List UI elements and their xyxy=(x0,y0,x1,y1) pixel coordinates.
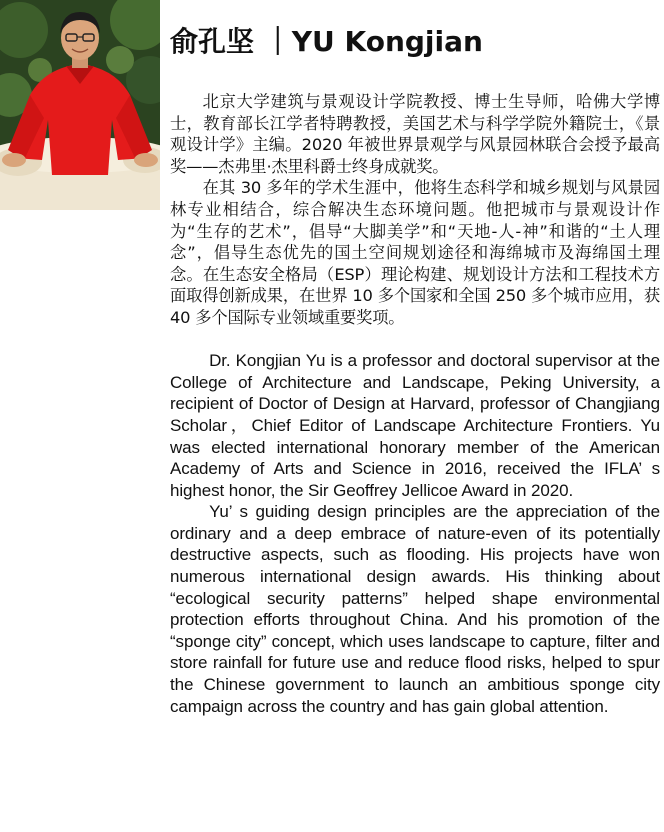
bio-en-paragraph-1: Dr. Kongjian Yu is a professor and doctoral supervisor at the College of Architecture and Landscape, Peking University, a recipient of Doctor of Design at Harvard, professor of Changjiang Scholar，Chief Editor of Landscape Architecture Frontiers. Yu was elected international honorary member of the American Academy of Arts and Science in 2016, received the IFLA’ s highest honor, the Sir Geoffrey Jellicoe Award in 2020. xyxy=(170,351,660,500)
bio-zh-paragraph-1: 北京大学建筑与景观设计学院教授、博士生导师，哈佛大学博士，教育部长江学者特聘教授，美国艺术与科学学院外籍院士，《景观设计学》主编。2020 年被世界景观学与风景园林联合会授予最高奖——杰弗里·杰里科爵士终身成就奖。 xyxy=(170,92,660,176)
portrait-photo xyxy=(0,0,160,210)
bio-zh-paragraph-2: 在其 30 多年的学术生涯中，他将生态科学和城乡规划与风景园林专业相结合，综合解决生态环境问题。他把城市与景观设计作为“生存的艺术”，倡导“大脚美学”和“天地-人-神”和谐的“土人理念”，倡导生态优先的国土空间规划途径和海绵城市及海绵国土理念。在生态安全格局（ESP）理论构建、规划设计方法和工程技术方面取得创新成果，在世界 10 多个国家和全国 250 多个城市应用，获 40 多个国际专业领域重要奖项。 xyxy=(170,178,660,327)
portrait-illustration xyxy=(0,0,160,210)
paragraph-spacer xyxy=(170,329,660,351)
bio-en-paragraph-2: Yu’ s guiding design principles are the appreciation of the ordinary and a deep embrace of nature-even of its potentially destructive aspects, such as flooding. His projects have won numerous international design awards. His thinking about “ecological security patterns” helped shape environmental protection efforts throughout China. And his promotion of the “sponge city” concept, which uses landscape to capture, filter and store rainfall for future use and reduce flood risks, helped to spur the Chinese government to launch an ambitious sponge city campaign across the country and has gain global attention. xyxy=(170,502,660,716)
page-title: 俞孔坚 ｜YU Kongjian xyxy=(170,25,483,58)
biography xyxy=(170,91,660,717)
